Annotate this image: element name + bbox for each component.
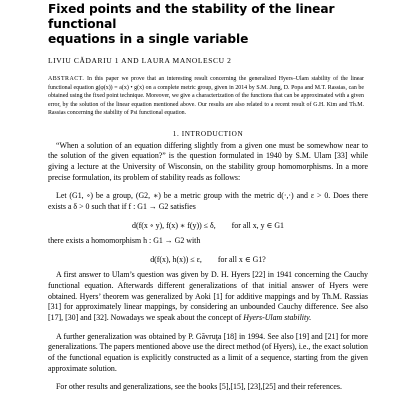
hyers-paragraph [48, 270, 368, 324]
abstract-label: ABSTRACT. [48, 76, 85, 82]
intro-paragraph-2: Let (G1, ∘) be a group, (G2, ∗) be a metric group with the metric d(·,·) and ε > 0. Does there exists a δ > 0 such that if f : G1 → G2 satisfies [48, 191, 368, 211]
abstract [48, 75, 368, 118]
equation-2-formula: d(f(x), h(x)) ≤ ε, [150, 254, 202, 264]
hyers-paragraph-text: A first answer to Ulam’s question was given by D. H. Hyers [22] in 1941 concerning the Cauchy functional equation. Afterwards different generalizations of that initial answer of Hyers were obtained. Hyers’ theorem was generalized by Aoki [1] for additive mappings and by Th.M. Rassias [31] for approximately linear mappings, by considering an unbounded Cauchy difference. See also [17], [30] and [32]. Nowadays we speak about the concept of [48, 270, 368, 322]
equation-1-condition: for all x, y ∈ G1 [231, 220, 284, 230]
intro-paragraph-3: there exists a homomorphism h : G1 → G2 with [48, 236, 201, 245]
section-heading: 1. INTRODUCTION [172, 129, 244, 138]
hyers-ulam-stability-term: Hyers-Ulam stability. [243, 312, 312, 322]
title-line-1: Fixed points and the stability of the linear functional [48, 2, 335, 31]
gavruta-paragraph: A further generalization was obtained by P. Găvruţa [18] in 1994. See also [19] and [21] for more generalizations. The papers mentioned above use the direct method (of Hyers), i.e., the exact solution of the functional equation is explicitly constructed as a limit of a sequence, starting from the given approximate solution. [48, 331, 368, 373]
equation-1-formula: d(f(x ∘ y), f(x) ∗ f(y)) ≤ δ, [132, 220, 216, 230]
intro-paragraph-1: “When a solution of an equation differing slightly from a given one must be somewhow near to the solution of the given equation?” is the question formulated in 1940 by S.M. Ulam [33] while giving a lecture at the University of Wisconsin, on the stability group homomorphisms. In a more precise formulation, its problem of stability reads as follows: [48, 140, 368, 182]
equation-2 [48, 255, 368, 266]
title-line-2: equations in a single variable [48, 32, 249, 46]
paper-title [48, 0, 368, 47]
abstract-text: In this paper we prove that an interesting result concerning the generalized Hyers–Ulam stability of the linear functional equation g(φ(x)) = a(x) • g(x) on a complete metric group, given in 2014 by S.M. Jung, D. Popa and M.T. Rassias, can be obtained using the fixed point technique. Moreover, we give a characterization of the functions that can be approximated with a given error, by the solution of the linear equation mentioned above. Our results are also related to a recent result of G.H. Kim and Th.M. Rassias concerning the stability of Psi functional equation. [48, 76, 364, 116]
equation-1 [48, 221, 368, 232]
equation-2-condition: for all x ∈ G1? [217, 254, 266, 264]
other-results-paragraph: For other results and generalizations, see the books [5],[15], [23],[25] and their references. [56, 382, 342, 392]
author-line: LIVIU CĂDARIU 1 AND LAURA MANOLESCU 2 [48, 56, 232, 65]
